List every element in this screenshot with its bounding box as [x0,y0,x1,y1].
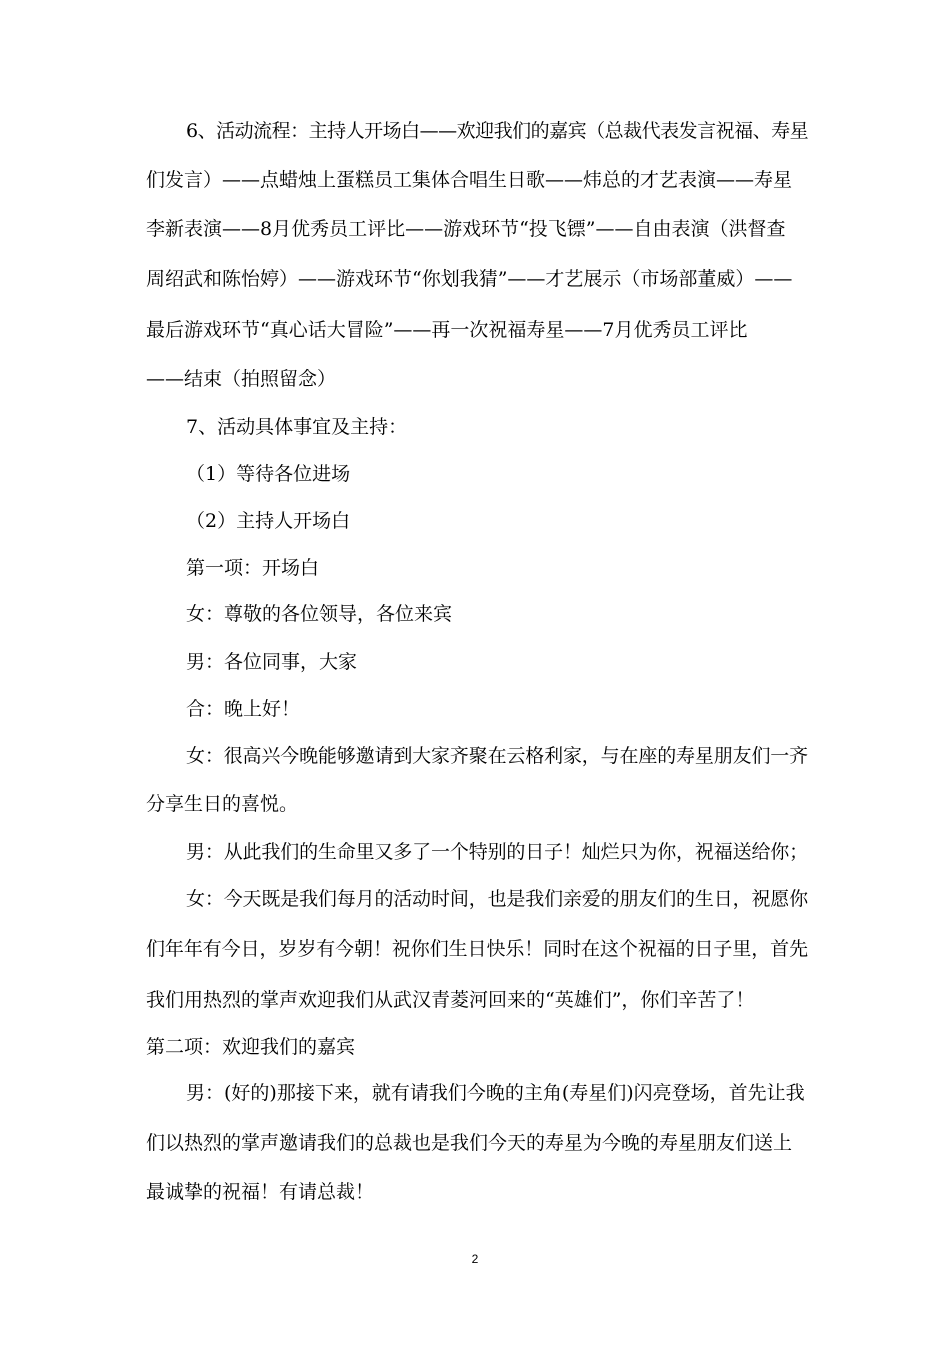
text-line: ——结束（拍照留念） [146,368,337,390]
list-item: （1）等待各位进场 [186,463,351,485]
dialogue-line: 们年年有今日，岁岁有今朝！祝你们生日快乐！同时在这个祝福的日子里，首先 [146,938,808,960]
text-line: 最后游戏环节“真心话大冒险”——再一次祝福寿星——7月优秀员工评比 [146,319,748,341]
dialogue-line: 男：各位同事，大家 [186,651,358,673]
dialogue-line: 女：今天既是我们每月的活动时间，也是我们亲爱的朋友们的生日，祝愿你 [186,888,808,910]
text-line: 们发言）——点蜡烛上蛋糕员工集体合唱生日歌——炜总的才艺表演——寿星 [146,169,793,191]
dialogue-line: 男：从此我们的生命里又多了一个特别的日子！灿烂只为你，祝福送给你； [186,841,808,863]
dialogue-line: 最诚挚的祝福！有请总裁！ [146,1181,375,1203]
dialogue-line: 我们用热烈的掌声欢迎我们从武汉青菱河回来的“英雄们”，你们辛苦了！ [146,989,755,1011]
page-number: 2 [471,1252,479,1266]
list-item: （2）主持人开场白 [186,510,351,532]
dialogue-line: 女：很高兴今晚能够邀请到大家齐聚在云格利家，与在座的寿星朋友们一齐 [186,745,808,767]
dialogue-line: 女：尊敬的各位领导，各位来宾 [186,603,453,625]
subsection-heading: 第二项：欢迎我们的嘉宾 [146,1036,356,1058]
dialogue-line: 男：(好的)那接下来，就有请我们今晚的主角(寿星们)闪亮登场，首先让我 [186,1082,805,1104]
text-line: 6、活动流程：主持人开场白——欢迎我们的嘉宾（总裁代表发言祝福、寿星 [186,120,809,142]
text-line: 周绍武和陈怡婷）——游戏环节“你划我猜”——才艺展示（市场部董威）—— [146,268,793,290]
dialogue-line: 们以热烈的掌声邀请我们的总裁也是我们今天的寿星为今晚的寿星朋友们送上 [146,1132,793,1154]
dialogue-line: 分享生日的喜悦。 [146,793,299,815]
dialogue-line: 合：晚上好！ [186,698,301,720]
subsection-heading: 第一项：开场白 [186,557,320,579]
section-heading: 7、活动具体事宜及主持： [186,416,408,438]
text-line: 李新表演——8月优秀员工评比——游戏环节“投飞镖”——自由表演（洪督查 [146,218,786,240]
